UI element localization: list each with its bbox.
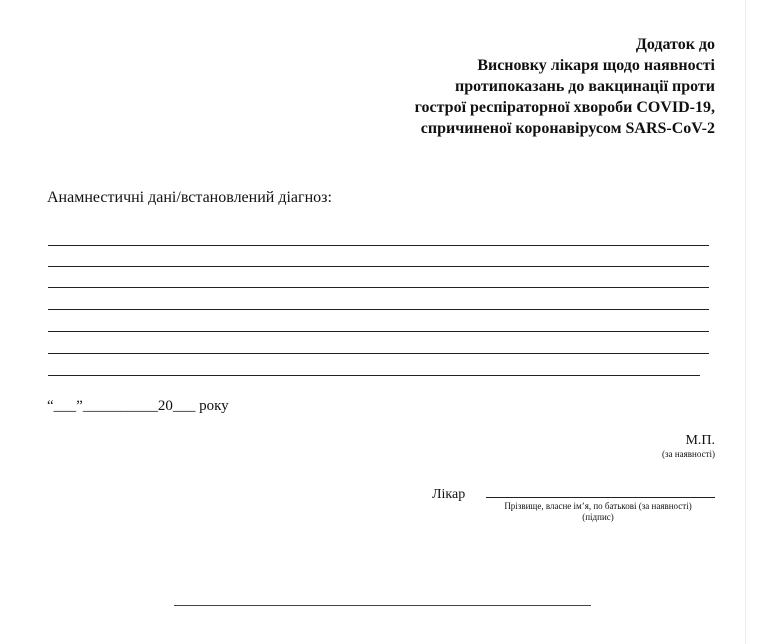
footer-separator-line <box>174 605 591 606</box>
doctor-caption-signature: (підпис) <box>582 512 614 522</box>
anamnesis-fill-line-6[interactable] <box>48 353 709 354</box>
anamnesis-fill-line-7[interactable] <box>48 375 700 376</box>
page-edge-divider <box>745 0 746 644</box>
doctor-caption <box>476 501 720 523</box>
anamnesis-fill-line-1[interactable] <box>48 245 709 246</box>
heading-line-4: гострої респіраторної хвороби COVID-19, <box>414 99 715 116</box>
heading-line-5: спричиненої коронавірусом SARS-CoV-2 <box>420 120 715 137</box>
anamnesis-fill-line-4[interactable] <box>48 309 709 310</box>
anamnesis-fill-line-5[interactable] <box>48 331 709 332</box>
stamp-block <box>662 432 715 460</box>
heading-line-2: Висновку лікаря щодо наявності <box>477 57 715 74</box>
anamnesis-fill-line-2[interactable] <box>48 266 709 267</box>
doctor-signature-line[interactable] <box>486 497 715 498</box>
stamp-label: М.П. <box>685 433 715 448</box>
stamp-note: (за наявності) <box>662 449 715 459</box>
anamnesis-label: Анамнестичні дані/встановлений діагноз: <box>47 189 332 206</box>
heading-line-3: протипоказань до вакцинації проти <box>455 78 715 95</box>
appendix-heading <box>415 34 715 139</box>
doctor-caption-name: Прізвище, власне ім’я, по батькові (за наявності) <box>504 501 692 511</box>
date-field[interactable]: “___”__________20___ року <box>47 398 229 414</box>
doctor-label: Лікар <box>432 487 466 502</box>
heading-line-1: Додаток до <box>635 36 715 53</box>
anamnesis-fill-line-3[interactable] <box>48 287 709 288</box>
